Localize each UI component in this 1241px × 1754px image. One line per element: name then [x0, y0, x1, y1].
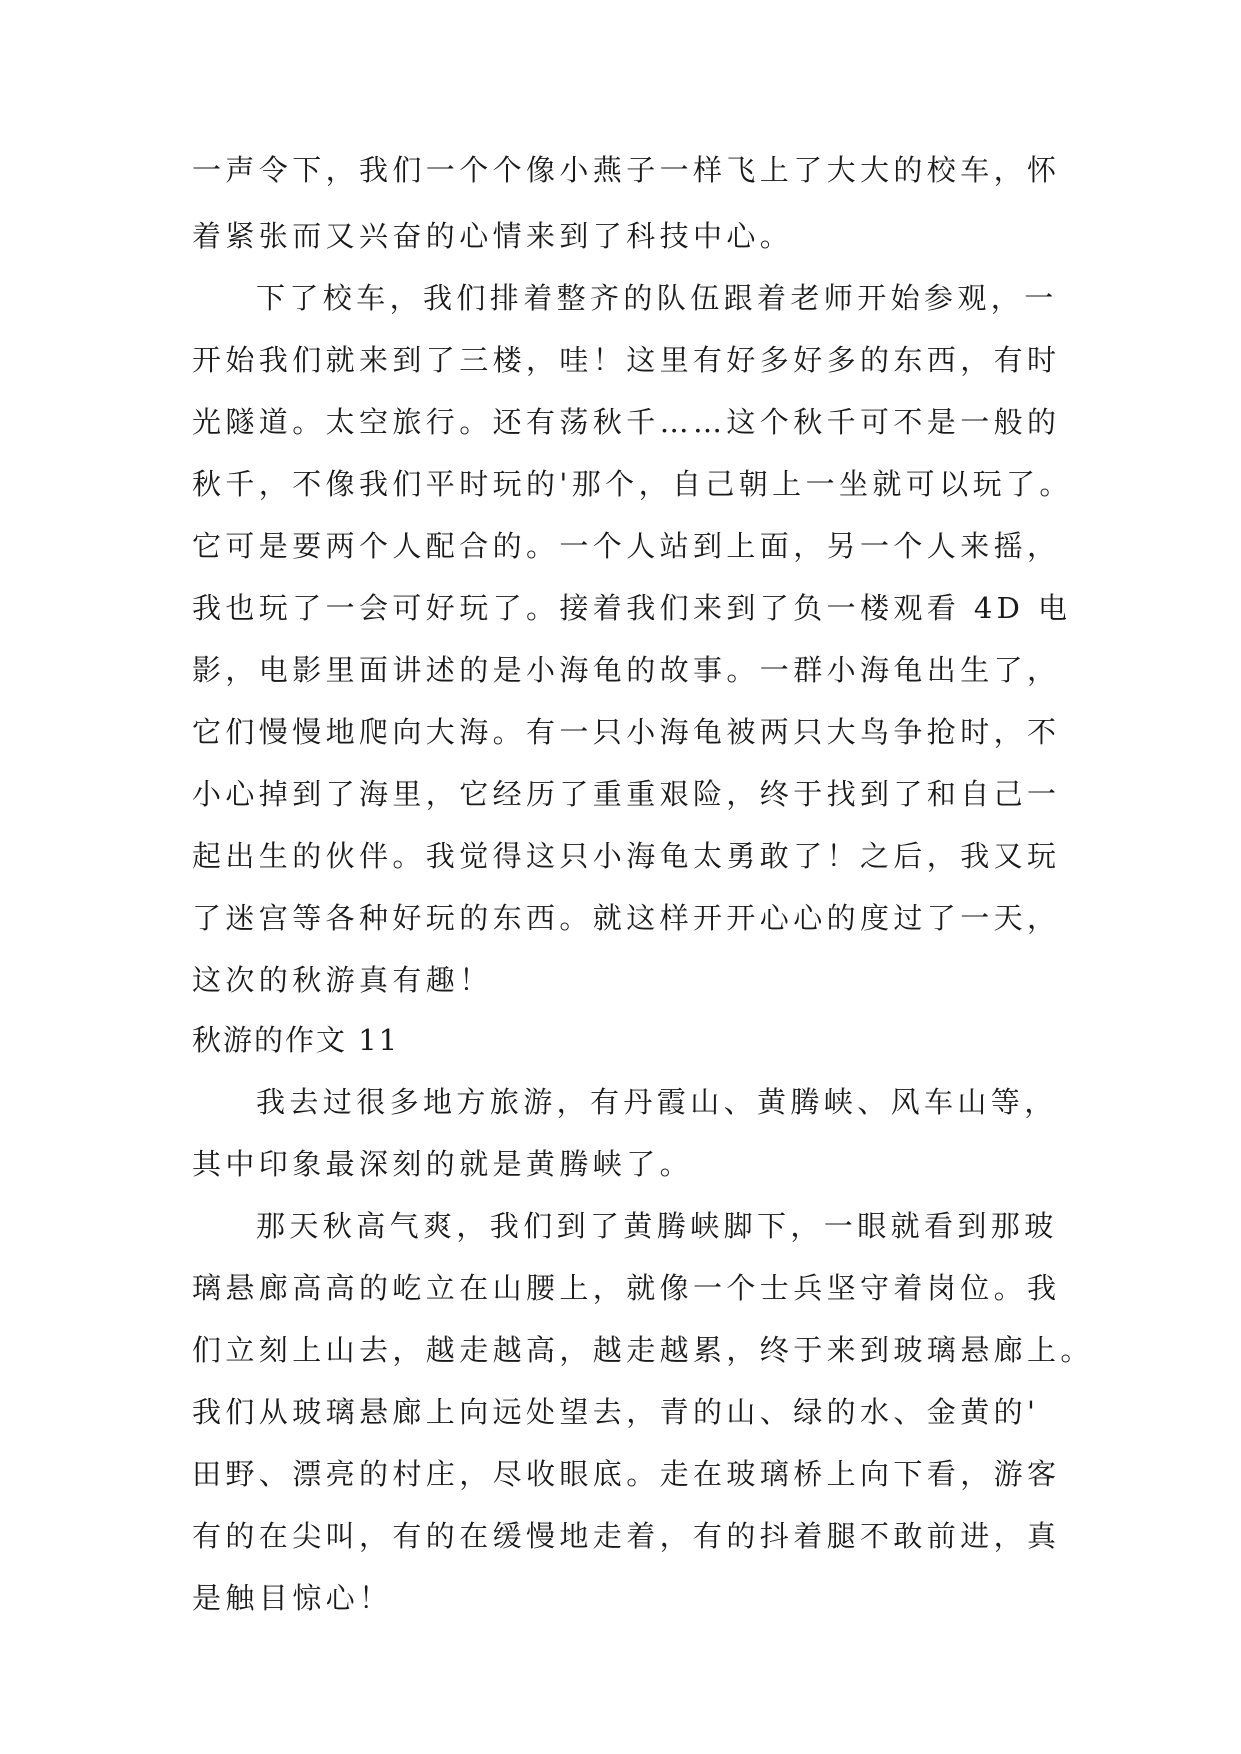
- text-line: 璃悬廊高高的屹立在山腰上，就像一个士兵坚守着岗位。我: [192, 1271, 1061, 1305]
- text-line: 是触目惊心！: [192, 1581, 393, 1615]
- text-line: 们立刻上山去，越走越高，越走越累，终于来到玻璃悬廊上。: [192, 1333, 1094, 1367]
- text-line: 其中印象最深刻的就是黄腾峡了。: [192, 1147, 694, 1181]
- paragraph-first-line: 我去过很多地方旅游，有丹霞山、黄腾峡、风车山等，: [256, 1085, 1058, 1119]
- paragraph-first-line: 那天秋高气爽，我们到了黄腾峡脚下，一眼就看到那玻: [256, 1209, 1058, 1243]
- text-line: 有的在尖叫，有的在缓慢地走着，有的抖着腿不敢前进，真: [192, 1519, 1061, 1553]
- text-line: 它们慢慢地爬向大海。有一只小海龟被两只大鸟争抢时，不: [192, 715, 1061, 749]
- text-line: 着紧张而又兴奋的心情来到了科技中心。: [192, 219, 794, 253]
- text-line: 秋千，不像我们平时玩的'那个，自己朝上一坐就可以玩了。: [192, 467, 1073, 501]
- text-line: 影，电影里面讲述的是小海龟的故事。一群小海龟出生了，: [192, 653, 1061, 687]
- text-line: 了迷宫等各种好玩的东西。就这样开开心心的度过了一天，: [192, 901, 1061, 935]
- text-line: 光隧道。太空旅行。还有荡秋千……这个秋千可不是一般的: [192, 405, 1061, 439]
- text-line: 田野、漂亮的村庄，尽收眼底。走在玻璃桥上向下看，游客: [192, 1457, 1061, 1491]
- text-line: 我们从玻璃悬廊上向远处望去，青的山、绿的水、金黄的': [192, 1395, 1040, 1429]
- paragraph-first-line: 下了校车，我们排着整齐的队伍跟着老师开始参观，一: [256, 281, 1058, 315]
- text-line: 这次的秋游真有趣！: [192, 963, 493, 997]
- text-line: 一声令下，我们一个个像小燕子一样飞上了大大的校车，怀: [192, 153, 1061, 187]
- text-line: 它可是要两个人配合的。一个人站到上面，另一个人来摇，: [192, 529, 1061, 563]
- text-line: 小心掉到了海里，它经历了重重艰险，终于找到了和自己一: [192, 777, 1061, 811]
- text-line: 开始我们就来到了三楼，哇！这里有好多好多的东西，有时: [192, 343, 1061, 377]
- text-line: 我也玩了一会可好玩了。接着我们来到了负一楼观看 4D 电: [192, 591, 1072, 625]
- text-line: 起出生的伙伴。我觉得这只小海龟太勇敢了！之后，我又玩: [192, 839, 1061, 873]
- section-heading: 秋游的作文 11: [192, 1023, 400, 1057]
